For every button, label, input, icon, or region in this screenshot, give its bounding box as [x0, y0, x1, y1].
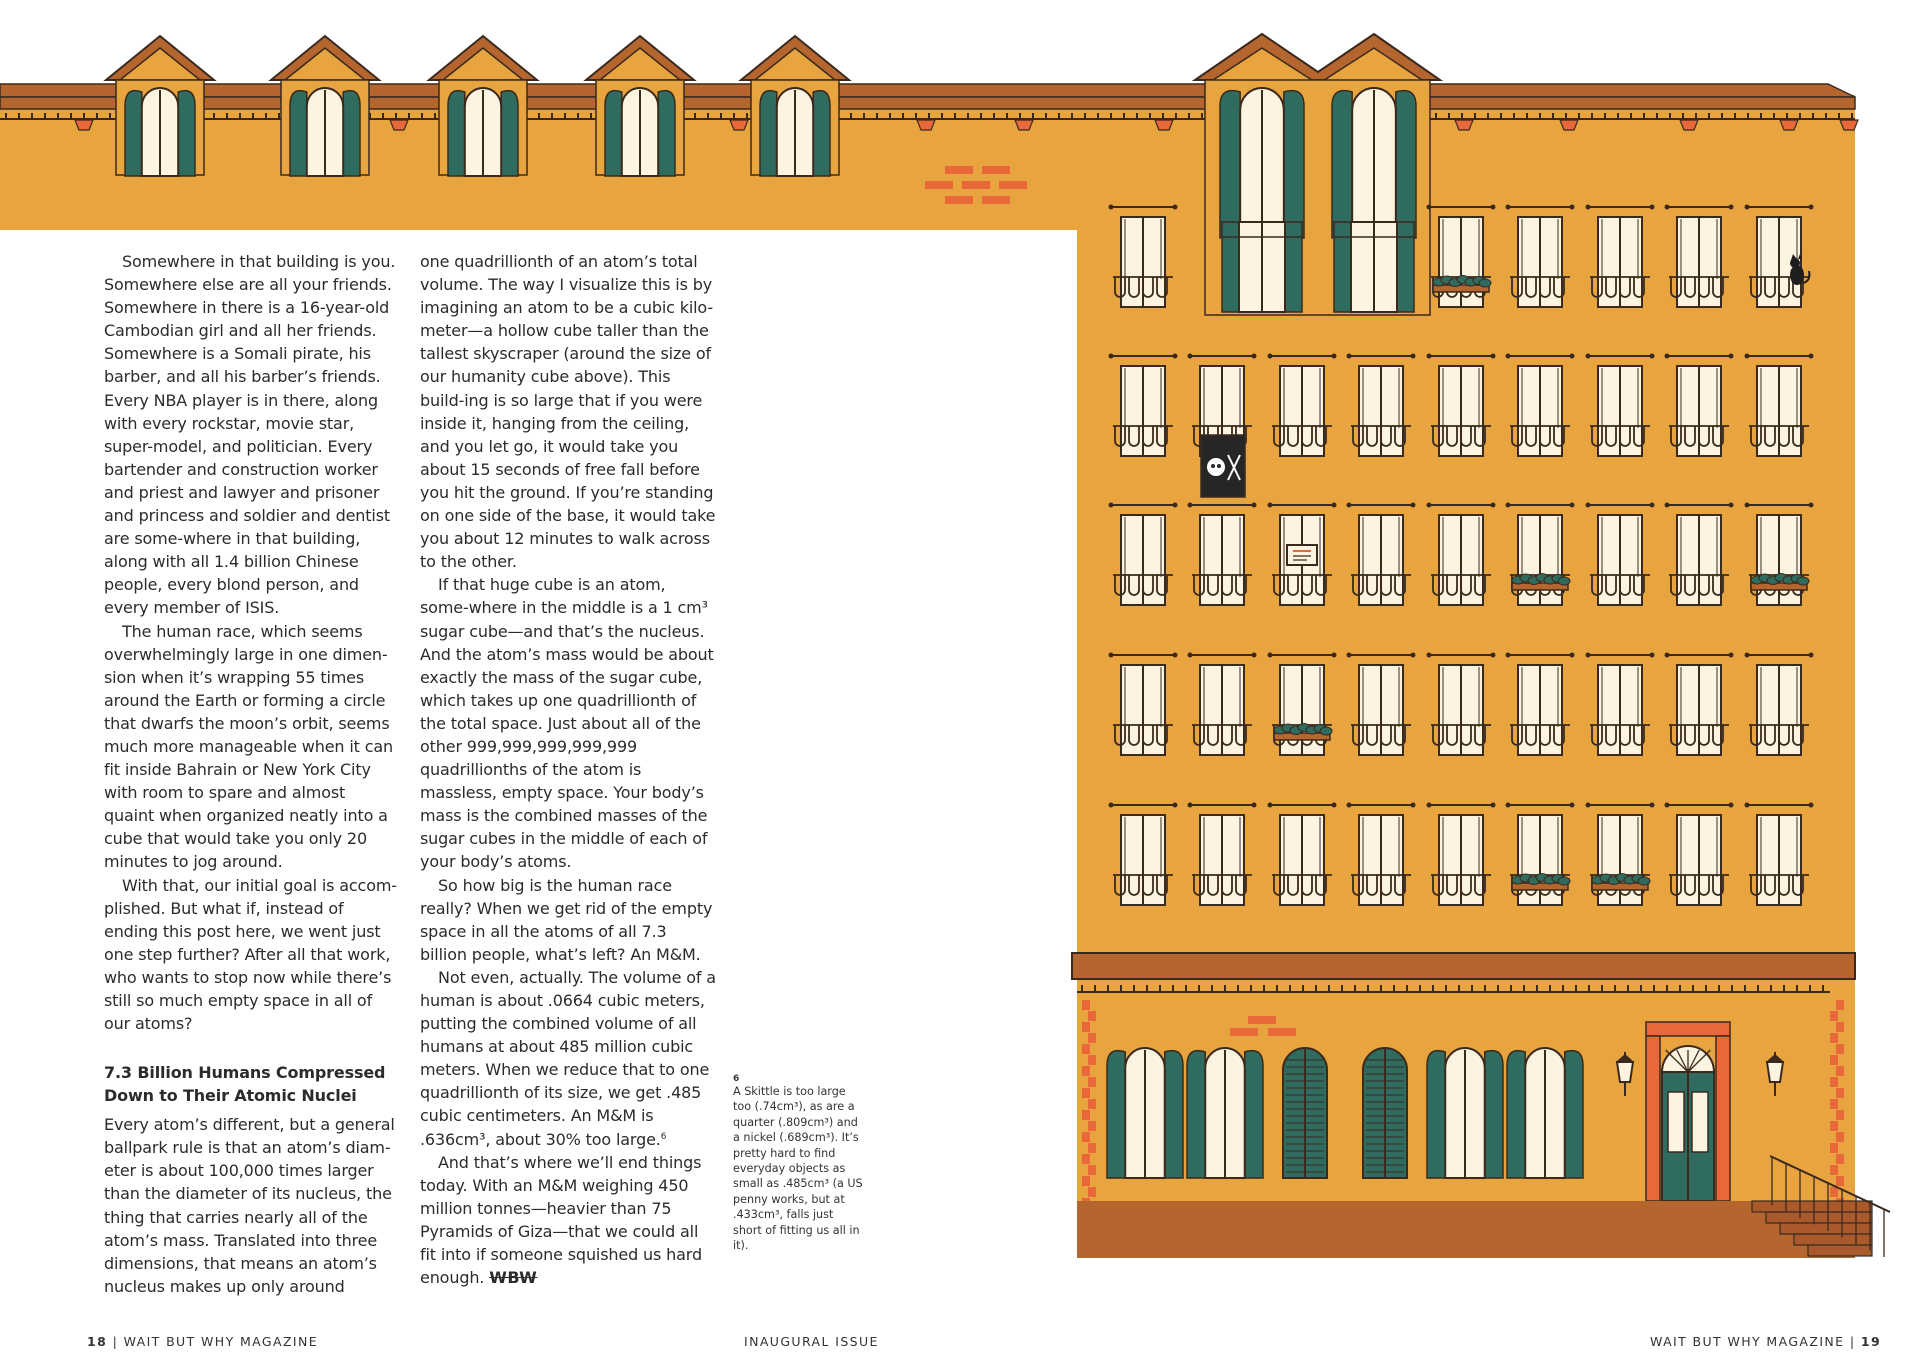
- dormer: [741, 36, 849, 176]
- section-heading: 7.3 Billion Humans Compressed Down to Their Atomic Nuclei: [104, 1063, 386, 1106]
- shutter-right: [343, 91, 360, 176]
- ground-window: [1427, 1048, 1503, 1178]
- paragraph: one quadrillionth of an atom’s total volume. The way I visualize this is by imagining an atom to be a cubic kilo-meter—a hollow cube taller than the tallest skyscraper (around the size of our humanity cube above). This build-ing is so large that if you were inside it, hanging from the ceiling, and you let go, it would take you about 15 seconds of free fall before you hit the ground. If you’re standing on one side of the base, it would take you about 12 minutes to walk across to the other.: [420, 252, 716, 572]
- shutter-right: [658, 91, 675, 176]
- building-base: [1077, 1201, 1855, 1258]
- dormer: [429, 36, 537, 176]
- shutter-right: [501, 91, 518, 176]
- magazine-title: WAIT BUT WHY MAGAZINE: [1650, 1334, 1845, 1349]
- dormer: [106, 36, 214, 176]
- shutter-right: [1485, 1051, 1503, 1178]
- footnote-number: 6: [733, 1074, 740, 1084]
- paragraph: [420, 966, 716, 1151]
- shutter-left: [605, 91, 622, 176]
- footer-right: WAIT BUT WHY MAGAZINE | 19: [1650, 1334, 1882, 1349]
- awning-band: [1072, 953, 1855, 979]
- shutter-left: [448, 91, 465, 176]
- footnote-reference[interactable]: 6: [660, 1131, 667, 1142]
- shutter-right: [813, 91, 830, 176]
- shutter-left: [1332, 91, 1352, 238]
- front-door: [1646, 1022, 1730, 1201]
- footnote: [733, 1074, 865, 1253]
- paragraph: [420, 1151, 716, 1290]
- paragraph: Somewhere in that building is you. Somewhere else are all your friends. Somewhere in there is a 16-year-old Cambodian girl and all her friends. Somewhere is a Somali pirate, his barber, and all his barber’s friends. Every NBA player is in there, along with every rockstar, movie star, super-model, and politician. Every bartender and construction worker and priest and lawyer and prisoner and princess and soldier and dentist are some-where in that building, along with all 1.4 billion Chinese people, every blond person, and every member of ISIS.: [104, 252, 396, 618]
- ground-window: [1107, 1048, 1183, 1178]
- footer-left: 18 | WAIT BUT WHY MAGAZINE: [87, 1334, 319, 1349]
- ground-window: [1187, 1048, 1263, 1178]
- shutter-left: [1107, 1051, 1125, 1178]
- shutter-left: [1220, 91, 1240, 238]
- paragraph-text: Not even, actually. The volume of a human is about .0664 cubic meters, putting the combined volume of all humans at about 485 million cubic meters. When we reduce that to one quadrillionth of its size, we get .485 cubic centimeters. An M&M is .636cm³, about 30% too large.: [420, 967, 716, 1149]
- ground-window: [1283, 1048, 1327, 1178]
- paragraph: If that huge cube is an atom, some-where in the middle is a 1 cm³ sugar cube—and that’s the nucleus. And the atom’s mass would be about exactly the mass of the sugar cube, which takes up one quadrillionth of the total space. Just about all of the other 999,999,999,999,999 quadrillionths of the atom is massless, empty space. Your body’s mass is the combined masses of the sugar cubes in the middle of each of your body’s atoms.: [420, 575, 714, 872]
- cornice-cap: [0, 84, 1855, 97]
- ground-window: [1507, 1048, 1583, 1178]
- shutter-right: [1165, 1051, 1183, 1178]
- paragraph: So how big is the human race really? When we get rid of the empty space in all the atoms of all 7.3 billion people, what’s left? An M&M.: [420, 875, 713, 964]
- magazine-title: WAIT BUT WHY MAGAZINE: [123, 1334, 319, 1349]
- shutter-left: [1507, 1051, 1525, 1178]
- twin-dormer: [1195, 34, 1440, 315]
- cornice-band: [0, 97, 1855, 109]
- paragraph-text: And that’s where we’ll end things today. With an M&M weighing 450 million tonnes—heavier than 75 Pyramids of Giza—that we could all fit into if someone squished us hard enough.: [420, 1152, 702, 1288]
- text-column-left: [104, 250, 400, 1298]
- skull-flag-icon: [1201, 435, 1245, 497]
- ground-window: [1363, 1048, 1407, 1178]
- shutter-right: [1245, 1051, 1263, 1178]
- sign-icon: [1287, 545, 1317, 565]
- page-number: 18: [87, 1334, 108, 1349]
- shutter-right: [178, 91, 195, 176]
- shutter-left: [290, 91, 307, 176]
- shutter-right: [1284, 91, 1304, 238]
- shutter-left: [1187, 1051, 1205, 1178]
- footnote-text: A Skittle is too large too (.74cm³), as are a quarter (.809cm³) and a nickel (.689cm³). It’s pretty hard to find everyday objects as small as .485cm³ (a US penny works, but at .433cm³, falls just short of fitting us all in it).: [733, 1085, 863, 1253]
- page-number: 19: [1860, 1334, 1882, 1349]
- shutter-left: [1427, 1051, 1445, 1178]
- shutter-right: [1565, 1051, 1583, 1178]
- text-column-middle: [420, 250, 716, 1289]
- paragraph: Every atom’s different, but a general ballpark rule is that an atom’s diam-eter is about 100,000 times larger than the diameter of its nucleus, the thing that carries nearly all of the atom’s mass. Translated into three dimensions, that means an atom’s nucleus makes up only around: [104, 1115, 395, 1296]
- shutter-right: [1396, 91, 1416, 238]
- paragraph: With that, our initial goal is accom-plished. But what if, instead of ending this post here, we went just one step further? After all that work, who wants to stop now while there’s still so much empty space in all of our atoms?: [104, 875, 397, 1034]
- dormer: [271, 36, 379, 176]
- dormer: [586, 36, 694, 176]
- paragraph: The human race, which seems overwhelmingly large in one dimen-sion when it’s wrapping 55 times around the Earth or forming a circle that dwarfs the moon’s orbit, seems much more manageable when it can fit inside Bahrain or New York City with room to spare and almost quaint when organized neatly into a cube that would take you only 20 minutes to jog around.: [104, 621, 393, 872]
- wbw-signoff: WBW: [489, 1268, 538, 1288]
- shutter-left: [760, 91, 777, 176]
- footer-center: INAUGURAL ISSUE: [744, 1334, 879, 1349]
- shutter-left: [125, 91, 142, 176]
